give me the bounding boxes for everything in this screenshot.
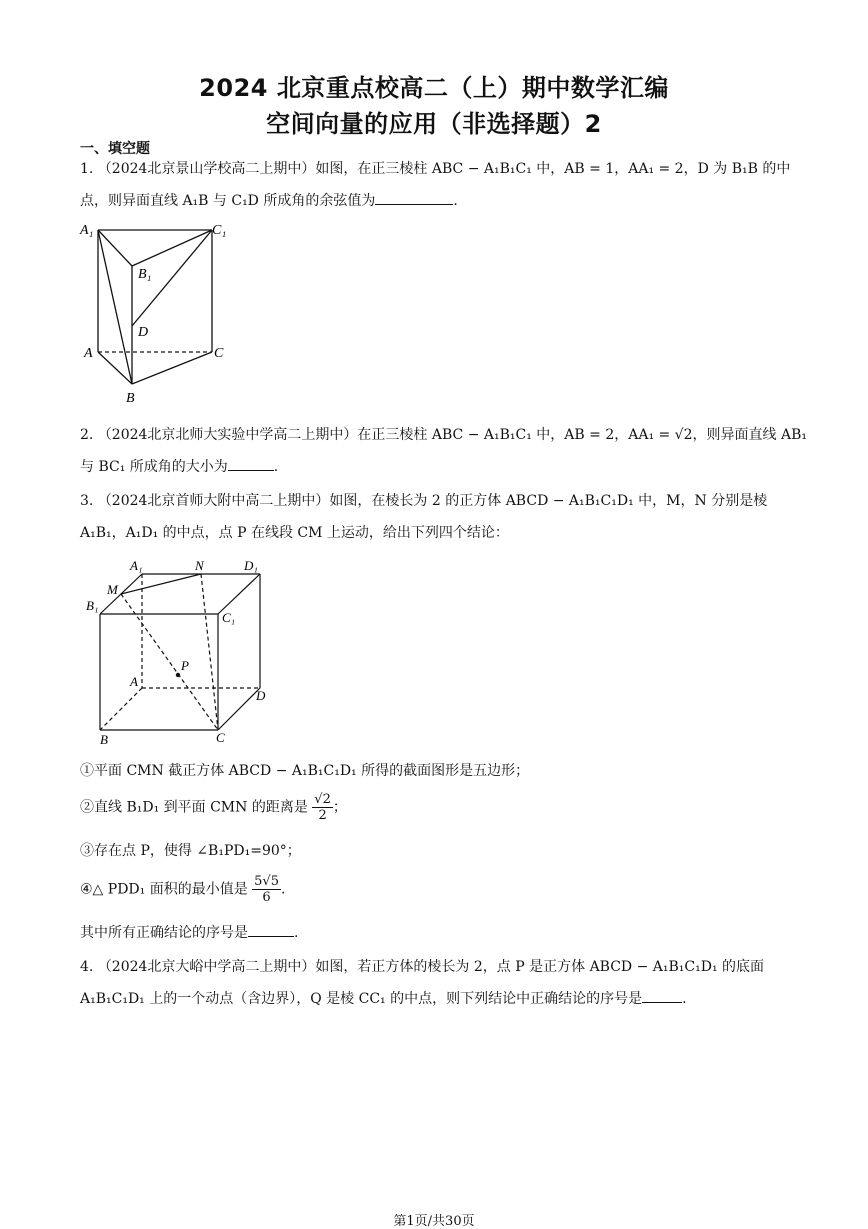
- q3-conclusion-4-text: ④△ PDD₁ 面积的最小值是: [80, 881, 248, 898]
- q1-label-b: B: [126, 391, 135, 406]
- q3-conclusion-2-fraction: [312, 792, 333, 823]
- q3-answer-blank: [248, 922, 294, 937]
- q3-ask: [80, 922, 298, 942]
- q3-label-c1: C₁: [222, 610, 236, 625]
- q3-label-d: D: [256, 688, 266, 703]
- q2-line2-text: 与 BC₁ 所成角的大小为: [80, 459, 228, 475]
- q1-label-a1: A₁: [80, 223, 94, 238]
- q1-answer-blank: [375, 190, 453, 205]
- q1-line2-end: .: [453, 193, 458, 209]
- q3-label-c: C: [216, 730, 225, 745]
- q3-conclusion-2-text: ②直线 B₁D₁ 到平面 CMN 的距离是: [80, 799, 308, 816]
- section-heading: 一、填空题: [80, 141, 150, 157]
- q1-label-d: D: [138, 325, 149, 340]
- q3-label-a: A: [130, 674, 138, 689]
- q3-point-p: [176, 673, 180, 677]
- q1-label-a: A: [84, 346, 93, 361]
- q3-conclusion-3: ③存在点 P，使得 ∠B₁PD₁=90°；: [80, 843, 301, 859]
- q3-conclusion-4-numerator: 5√5: [254, 874, 279, 889]
- q4-line1: 4. （2024北京大峪中学高二上期中）如图，若正方体的棱长为 2，点 P 是正方体 ABCD − A₁B₁C₁D₁ 的底面: [80, 959, 765, 975]
- q3-conclusion-4-denominator: 6: [262, 890, 271, 905]
- q3-conclusion-2-denominator: 2: [318, 808, 327, 823]
- q2-answer-blank: [228, 456, 274, 471]
- q2-line1: 2. （2024北京北师大实验中学高二上期中）在正三棱柱 ABC − A₁B₁C₁ 中，AB = 2，AA₁ = √2，则异面直线 AB₁: [80, 427, 807, 443]
- q3-label-a1: A₁: [130, 558, 143, 573]
- q3-conclusion-4-end: .: [280, 881, 286, 898]
- q3-ask-text: 其中所有正确结论的序号是: [80, 925, 248, 941]
- q2-line2-end: .: [273, 459, 279, 475]
- q3-conclusion-2-numerator: √2: [314, 792, 331, 807]
- q1-line2: [80, 190, 458, 210]
- q3-line1: 3. （2024北京首师大附中高二上期中）如图，在棱长为 2 的正方体 ABCD − A₁B₁C₁D₁ 中，M，N 分别是棱: [80, 493, 768, 509]
- q1-label-b1: B₁: [138, 267, 152, 282]
- q1-line1: 1. （2024北京景山学校高二上期中）如图，在正三棱柱 ABC − A₁B₁C₁ 中，AB = 1，AA₁ = 2，D 为 B₁B 的中: [80, 161, 791, 177]
- q1-label-c1: C₁: [212, 223, 227, 238]
- q3-cube-figure: [84, 552, 284, 748]
- q1-line2-text: 点，则异面直线 A₁B 与 C₁D 所成角的余弦值为: [80, 193, 376, 209]
- q3-label-d1: D₁: [244, 558, 258, 573]
- document-title-line2: 空间向量的应用（非选择题）2: [266, 110, 602, 138]
- q4-line2-end: .: [682, 991, 687, 1007]
- q3-conclusion-1: ①平面 CMN 截正方体 ABCD − A₁B₁C₁D₁ 所得的截面图形是五边形；: [80, 763, 530, 779]
- q3-label-p: P: [181, 658, 189, 673]
- q3-label-n: N: [195, 558, 204, 573]
- q4-line2: [80, 988, 687, 1008]
- q3-label-b: B: [100, 732, 108, 747]
- page-footer: 第1页/共30页: [393, 1214, 475, 1229]
- q2-line2: [80, 456, 278, 476]
- q1-label-c: C: [214, 346, 224, 361]
- q3-label-m: M: [107, 582, 118, 597]
- q3-label-b1: B₁: [86, 598, 99, 613]
- q3-ask-end: .: [294, 925, 299, 941]
- q4-line2-text: A₁B₁C₁D₁ 上的一个动点（含边界），Q 是棱 CC₁ 的中点，则下列结论中正确结论的序号是: [80, 991, 643, 1007]
- document-title-line1: 2024 北京重点校高二（上）期中数学汇编: [199, 74, 669, 102]
- q3-line2: A₁B₁，A₁D₁ 的中点，点 P 在线段 CM 上运动，给出下列四个结论：: [80, 525, 509, 541]
- q4-answer-blank: [642, 988, 682, 1003]
- q1-prism-figure: [76, 218, 236, 408]
- q3-conclusion-2: [80, 792, 347, 823]
- q3-conclusion-4-fraction: [252, 874, 281, 905]
- q3-conclusion-4: [80, 874, 285, 905]
- q3-conclusion-2-end: ；: [332, 799, 347, 816]
